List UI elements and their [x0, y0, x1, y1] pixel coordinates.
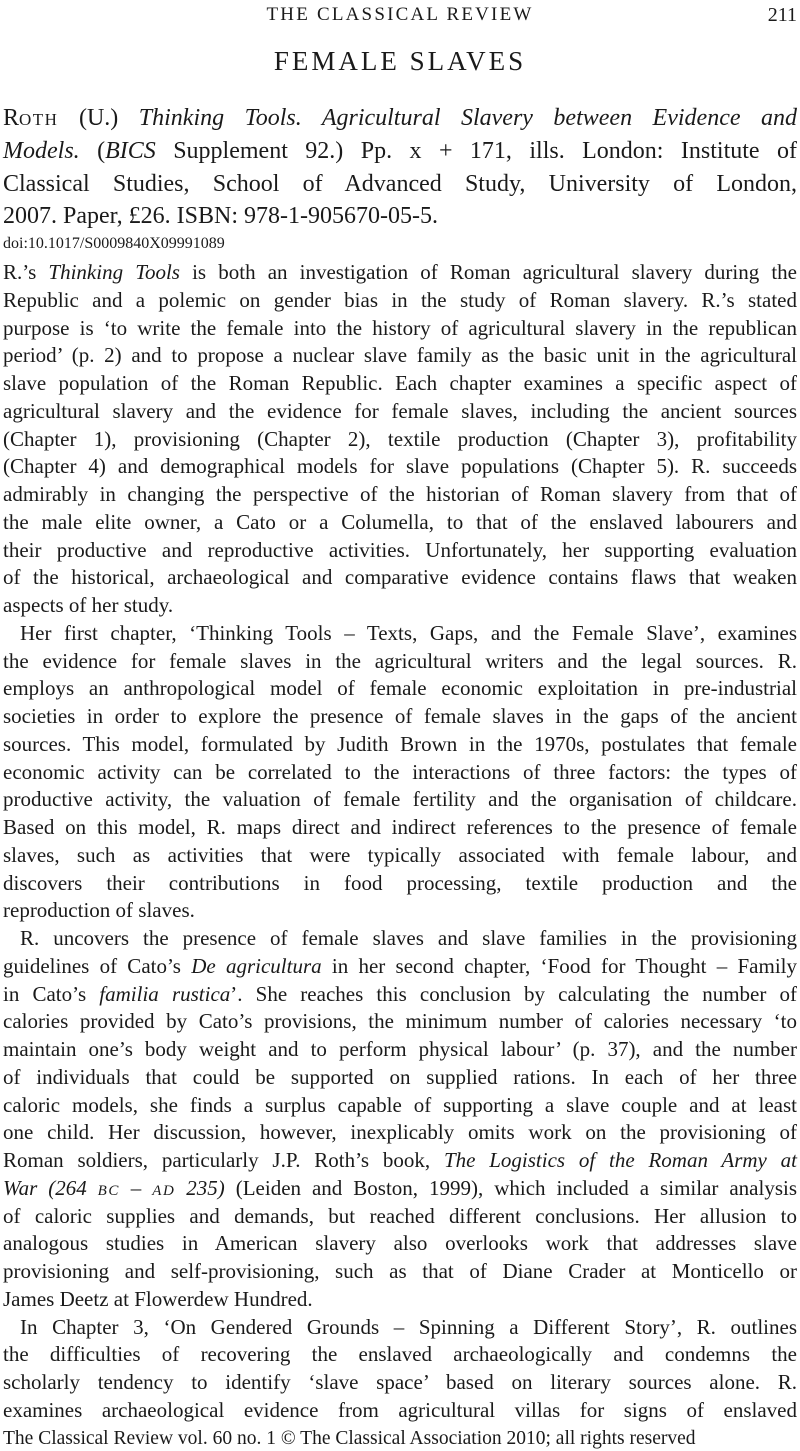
text-line [3, 537, 797, 565]
text-segment: purpose is ‘to write the female into the history of agricultural slavery in the republican [3, 315, 797, 340]
text-segment: Thinking Tools. Agricultural Slavery between Evidence and [138, 105, 797, 131]
text-segment: period’ (p. 2) and to propose a nuclear slave family as the basic unit in the agricultural [3, 343, 797, 368]
text-segment: scholarly tendency to identify ‘slave space’ based on literary sources alone. R. [3, 1370, 797, 1395]
text-line [3, 981, 797, 1009]
text-segment: War (264 [3, 1175, 98, 1200]
text-line [3, 1258, 797, 1286]
text-line [3, 1064, 797, 1092]
text-segment: (Leiden and Boston, 1999), which included a similar analysis [224, 1175, 798, 1200]
text-segment: one child. Her discussion, however, inexplicably omits work on the provisioning of [3, 1120, 797, 1145]
text-segment: ’. She reaches this conclusion by calculating the number of [230, 981, 797, 1006]
text-segment: Models. [3, 137, 80, 164]
paragraph [3, 925, 797, 1314]
text-line [3, 1092, 797, 1120]
text-segment: aspects of her study. [3, 593, 174, 618]
text-segment: ad [152, 1175, 176, 1200]
text-segment: Roman soldiers, particularly J.P. Roth’s book, [3, 1148, 444, 1173]
text-segment: slaves, such as activities that were typically associated with female labour, and [3, 842, 797, 867]
text-line [3, 1341, 797, 1369]
text-segment: Her first chapter, ‘Thinking Tools – Texts, Gaps, and the Female Slave’, examines [20, 620, 797, 645]
text-segment: agricultural slavery and the evidence for female slaves, including the ancient sources [3, 398, 797, 423]
text-line [3, 509, 797, 537]
text-segment: the difficulties of recovering the enslaved archaeologically and condemns the [3, 1342, 797, 1367]
text-segment: in Cato’s [3, 981, 100, 1006]
review-body [3, 259, 797, 1425]
text-line [3, 200, 797, 233]
text-segment: sources. This model, formulated by Judith Brown in the 1970s, postulates that female [3, 731, 797, 756]
text-line [3, 1036, 797, 1064]
text-segment: BICS [105, 137, 156, 164]
text-line [3, 1147, 797, 1175]
text-line [3, 287, 797, 315]
text-segment: (U.) [58, 105, 139, 131]
text-segment: maintain one’s body weight and to perform physical labour’ (p. 37), and the number [3, 1037, 797, 1062]
text-line [3, 953, 797, 981]
text-segment: in her second chapter, ‘Food for Thought – Family [321, 953, 797, 978]
text-line [3, 703, 797, 731]
text-segment: – [119, 1175, 153, 1200]
text-segment: of the historical, archaeological and comparative evidence contains flaws that weaken [3, 565, 797, 590]
text-line [3, 648, 797, 676]
text-segment: Supplement 92.) Pp. x + 171, ills. London: Institute of [155, 137, 797, 164]
masthead [3, 4, 797, 26]
text-line [3, 1397, 797, 1425]
text-line [3, 453, 797, 481]
text-segment: R [3, 105, 20, 131]
text-segment: employs an anthropological model of female economic exploitation in pre-industrial [3, 676, 797, 701]
citation-block [3, 102, 797, 233]
article-title: FEMALE SLAVES [273, 46, 527, 76]
doi-line: doi:10.1017/S0009840X09991089 [3, 235, 225, 253]
text-segment: The Logistics of the Roman Army at [443, 1148, 797, 1173]
text-line [3, 620, 797, 648]
page-number: 211 [767, 4, 797, 26]
text-segment: of individuals that could be supported on supplied rations. In each of her three [3, 1064, 797, 1089]
text-segment: productive activity, the valuation of female fertility and the organisation of childcare. [3, 787, 797, 812]
text-segment: slave population of the Roman Republic. Each chapter examines a specific aspect of [3, 371, 797, 396]
text-segment: analogous studies in American slavery also overlooks work that addresses slave [3, 1231, 797, 1256]
text-segment: guidelines of Cato’s [3, 953, 192, 978]
text-line [3, 564, 797, 592]
text-line [3, 759, 797, 787]
text-segment: provisioning and self-provisioning, such as that of Diane Crader at Monticello or [3, 1259, 797, 1284]
text-segment: bc [97, 1175, 120, 1200]
text-line [3, 1230, 797, 1258]
text-segment: De agricultura [191, 953, 322, 978]
text-segment: is both an investigation of Roman agricultural slavery during the [179, 260, 797, 285]
text-segment: R. uncovers the presence of female slaves and slave families in the provisioning [20, 926, 797, 951]
paragraph [3, 259, 797, 620]
paragraph [3, 1314, 797, 1425]
text-line [3, 675, 797, 703]
text-line [3, 842, 797, 870]
text-line [3, 135, 797, 168]
text-line [3, 398, 797, 426]
text-segment: caloric models, she finds a surplus capable of supporting a slave couple and at least [3, 1092, 797, 1117]
text-line [3, 1203, 797, 1231]
text-line [3, 168, 797, 201]
text-segment: Based on this model, R. maps direct and indirect references to the presence of female [3, 815, 797, 840]
text-segment: admirably in changing the perspective of the historian of Roman slavery from that of [3, 482, 797, 507]
text-segment: In Chapter 3, ‘On Gendered Grounds – Spinning a Different Story’, R. outlines [20, 1314, 797, 1339]
text-segment: (Chapter 4) and demographical models for slave populations (Chapter 5). R. succeeds [3, 454, 797, 479]
paragraph [3, 102, 797, 233]
text-segment: calories provided by Cato’s provisions, the minimum number of calories necessary ‘to [3, 1009, 797, 1034]
text-line [3, 1008, 797, 1036]
text-segment: James Deetz at Flowerdew Hundred. [3, 1286, 313, 1311]
text-line [3, 731, 797, 759]
footer-line: The Classical Review vol. 60 no. 1 © The Classical Association 2010; all rights reserved [3, 1427, 696, 1449]
text-segment: 235) [175, 1175, 225, 1200]
text-segment: their productive and reproductive activities. Unfortunately, her supporting evaluation [3, 537, 797, 562]
text-segment: examines archaeological evidence from agricultural villas for signs of enslaved [3, 1397, 797, 1422]
text-segment: the evidence for female slaves in the agricultural writers and the legal sources. R. [3, 648, 797, 673]
text-line [3, 925, 797, 953]
text-segment: discovers their contributions in food processing, textile production and the [3, 870, 797, 895]
text-line [3, 342, 797, 370]
text-line [3, 870, 797, 898]
text-line [3, 1175, 797, 1203]
text-segment: of caloric supplies and demands, but reached different conclusions. Her allusion to [3, 1203, 797, 1228]
text-line [3, 786, 797, 814]
text-line [3, 592, 797, 620]
text-segment: 2007. Paper, £26. ISBN: 978-1-905670-05-5. [3, 203, 438, 230]
text-line [3, 1314, 797, 1342]
paragraph [3, 620, 797, 925]
text-line [3, 1119, 797, 1147]
text-line [3, 315, 797, 343]
text-segment: oth [19, 105, 59, 131]
text-segment: ( [79, 137, 106, 164]
text-segment: familia rustica [99, 981, 231, 1006]
text-line [3, 814, 797, 842]
text-segment: Republic and a polemic on gender bias in the study of Roman slavery. R.’s stated [3, 287, 797, 312]
text-line [3, 370, 797, 398]
text-segment: Thinking Tools [48, 260, 180, 285]
text-segment: (Chapter 1), provisioning (Chapter 2), textile production (Chapter 3), profitability [3, 426, 797, 451]
text-line [3, 481, 797, 509]
text-segment: reproduction of slaves. [3, 898, 195, 923]
text-line [3, 426, 797, 454]
text-segment: economic activity can be correlated to the interactions of three factors: the types of [3, 759, 797, 784]
text-line [3, 1286, 797, 1314]
running-head: THE CLASSICAL REVIEW [266, 4, 534, 25]
text-line [3, 897, 797, 925]
text-segment: the male elite owner, a Cato or a Columella, to that of the enslaved labourers and [3, 509, 797, 534]
text-segment: Classical Studies, School of Advanced Study, University of London, [3, 170, 797, 197]
text-line [3, 1369, 797, 1397]
text-line [3, 102, 797, 135]
text-line [3, 259, 797, 287]
text-segment: societies in order to explore the presence of female slaves in the gaps of the ancient [3, 704, 797, 729]
text-segment: R.’s [3, 260, 49, 285]
